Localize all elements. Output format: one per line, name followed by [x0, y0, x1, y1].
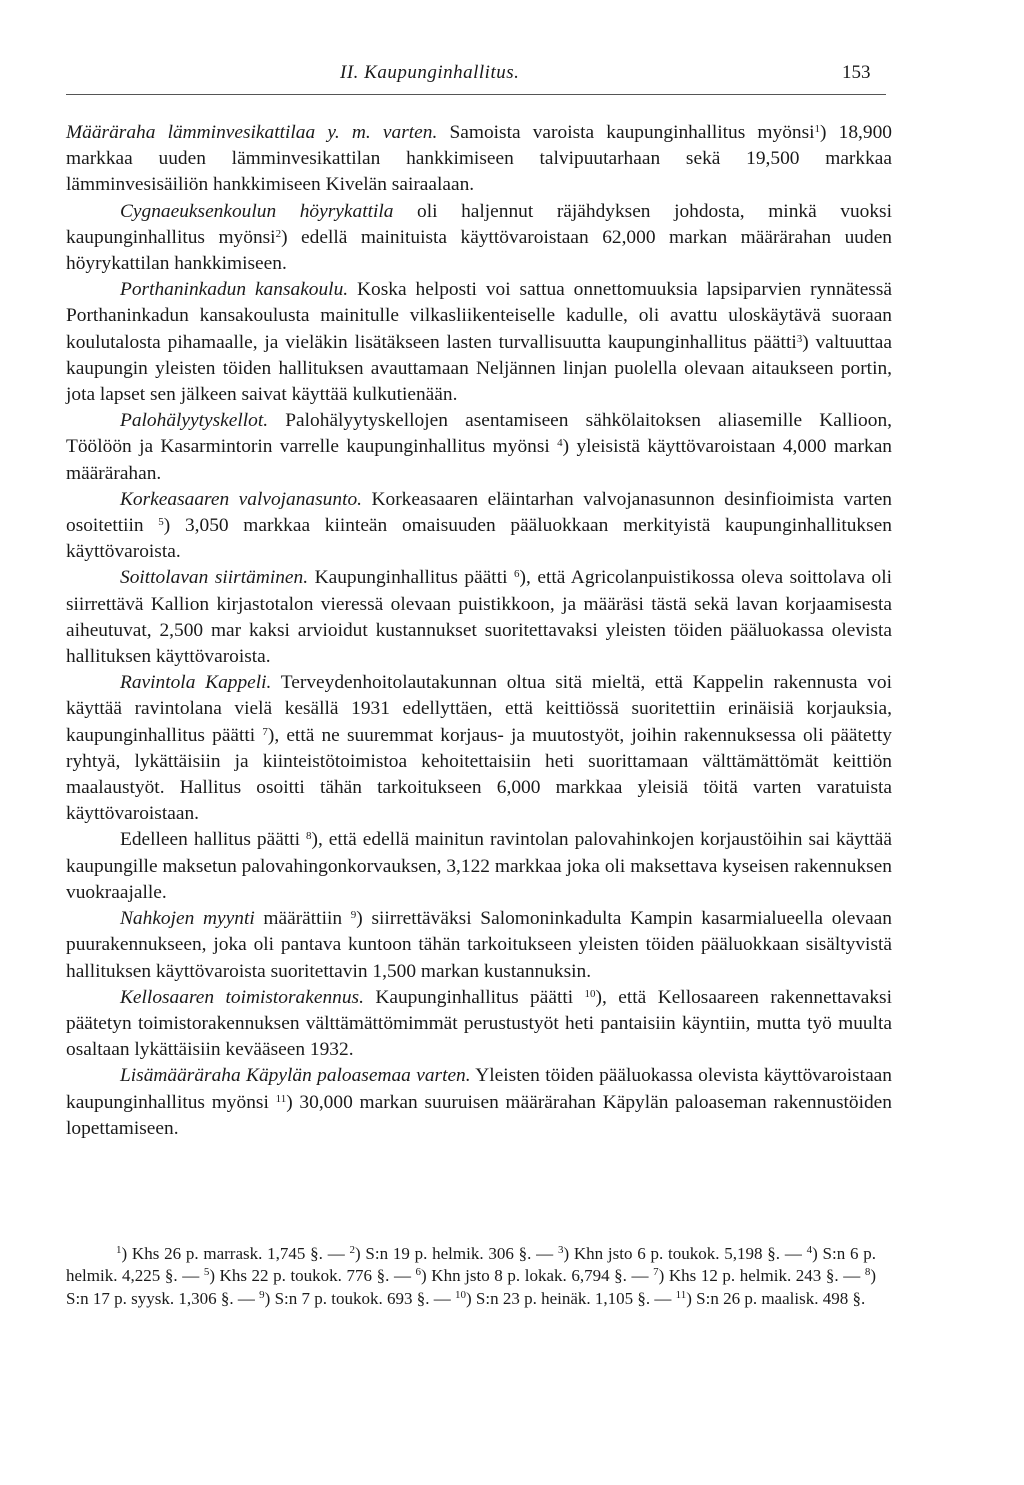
- footnote-ref: 7: [653, 1266, 659, 1279]
- footnote-ref: 8: [864, 1266, 871, 1279]
- text-run: määrättiin: [254, 908, 351, 930]
- footnote-ref: 4: [806, 1244, 813, 1256]
- footnote-ref: 2: [275, 227, 282, 240]
- text-run: ), että ne suuremmat korjaus- ja muutostyöt, joihin rakennuksessa oli päätetty ryhtyä, lykättäisiin ja kiinteistötoimistoa kehoitettaisiin heti suorittamaan välttämättömät keittiön maalaustyöt. Hallitus osoitti tähän tarkoitukseen 6,000 markkaa yleisiä töitä varten varatuista käyttövaroistaan.: [66, 724, 892, 825]
- text-run: ) S:n 17 p. syysk. 1,306 §. —: [66, 1266, 876, 1308]
- text-run: ), että Agricolanpuistikossa oleva soittolava oli siirrettävä Kallion kirjastotalon vieressä olevaan puistikkoon, ja määräsi tästä sekä lavan korjaamisesta aiheutuvat, 2,500 mar kaksi arvioidut kustannukset suoritettavaksi yleisten töiden pääluokassa olevista hallituksen käyttövaroista.: [66, 567, 892, 668]
- paragraph: [66, 487, 892, 566]
- text-run: Terveydenhoitolautakunnan oltua sitä mieltä, että Kappelin rakennusta voi käyttää ravintolana vielä kesällä 1931 edellyttäen, että keittiössä suoritettiin erinäisiä korjauksia, kaupunginhallitus päätti: [66, 672, 892, 746]
- paragraph: [66, 565, 892, 670]
- text-run: ) S:n 19 p. helmik. 306 §. —: [354, 1244, 558, 1263]
- body-text: [66, 120, 892, 1142]
- text-run: Edelleen hallitus päätti: [120, 829, 306, 851]
- text-run: oli haljennut räjähdyksen johdosta, minkä vuoksi kaupunginhallitus myönsi: [66, 200, 892, 248]
- footnote-ref: 9: [350, 909, 357, 922]
- paragraph: [66, 120, 892, 199]
- text-run: ) Khs 26 p. marrask. 1,745 §. —: [121, 1244, 350, 1263]
- footnote-ref: 6: [415, 1266, 422, 1279]
- section-heading: Lisämääräraha Käpylän paloasemaa varten.: [120, 1065, 471, 1087]
- running-header: [0, 62, 1024, 92]
- paragraph: [66, 199, 892, 278]
- text-run: ) valtuuttaa kaupungin yleisten töiden hallituksen avauttamaan Neljännen linjan puolella olevaan aitaukseen portin, jota lapset sen jälkeen saivat käyttää kulkutienään.: [66, 331, 892, 406]
- text-run: ) siirrettäväksi Salomoninkadulta Kampin kasarmialueella olevaan puurakennukseen, joka oli pantava kuntoon tähän tarkoitukseen yleisten töiden pääluokkaan sisältyvistä hallituksen käyttövaroista suoritettavin 1,500 markan kustannuksin.: [66, 908, 892, 982]
- section-heading: Soittolavan siirtäminen.: [120, 567, 309, 589]
- paragraph: [66, 408, 892, 487]
- section-heading: Palohälyytyskellot.: [120, 410, 269, 432]
- footnote-ref: 10: [584, 987, 596, 1000]
- footnotes: [66, 1243, 876, 1310]
- footnote-ref: 10: [454, 1288, 466, 1301]
- section-heading: Cygnaeuksenkoulun höyrykattila: [120, 200, 394, 222]
- text-run: ) Khn jsto 6 p. toukok. 5,198 §. —: [563, 1244, 807, 1263]
- text-run: Kaupunginhallitus päätti: [363, 986, 585, 1008]
- text-run: ) edellä mainituista käyttövaroistaan 62,000 markan määrärahan uuden höyrykattilan hankkimiseen.: [66, 226, 893, 275]
- footnote-ref: 3: [557, 1244, 564, 1256]
- footnote-ref: 2: [349, 1244, 355, 1256]
- running-title: II. Kaupunginhallitus.: [340, 62, 520, 83]
- section-heading: Ravintola Kappeli.: [120, 672, 272, 694]
- section-heading: Määräraha lämminvesikattilaa y. m. varten.: [66, 122, 438, 143]
- header-rule: [66, 94, 886, 95]
- footnote-ref: 8: [305, 830, 312, 843]
- section-heading: Porthaninkadun kansakoulu.: [120, 279, 349, 301]
- footnote-ref: 11: [275, 1092, 287, 1105]
- text-run: ) 3,050 markkaa kiinteän omaisuuden pääluokkaan merkityistä kaupunginhallituksen käyttövaroista.: [66, 515, 892, 563]
- paragraph: [66, 906, 892, 985]
- footnote-paragraph: [66, 1243, 876, 1310]
- paragraph: [66, 985, 892, 1064]
- text-run: ) yleisistä käyttövaroistaan 4,000 markan määrärahan.: [66, 436, 892, 484]
- footnote-ref: 3: [796, 332, 803, 345]
- text-run: ) Khs 22 p. toukok. 776 §. —: [209, 1266, 416, 1286]
- footnote-ref: 4: [557, 437, 563, 450]
- text-run: ) S:n 6 p. helmik. 4,225 §. —: [66, 1244, 876, 1286]
- footnote-ref: 7: [262, 725, 268, 738]
- text-run: ) S:n 26 p. maalisk. 498 §.: [686, 1288, 866, 1308]
- page-number: 153: [842, 62, 871, 83]
- text-run: ) Khn jsto 8 p. lokak. 6,794 §. —: [421, 1266, 654, 1286]
- paragraph: [66, 277, 892, 408]
- paragraph: [66, 670, 892, 827]
- text-run: Kaupunginhallitus päätti: [308, 567, 515, 589]
- footnote-ref: 6: [514, 568, 520, 581]
- footnote-ref: 1: [814, 123, 821, 135]
- text-run: ) 30,000 markan suuruisen määrärahan Käpylän paloaseman rakennustöiden lopettamiseen.: [66, 1091, 892, 1139]
- section-heading: Nahkojen myynti: [120, 908, 255, 930]
- paragraph: [66, 827, 892, 906]
- text-run: Palohälyytyskellojen asentamiseen sähkölaitoksen aliasemille Kallioon, Töölöön ja Kasarmintorin varrelle kaupunginhallitus myönsi: [66, 410, 892, 458]
- text-run: ) Khs 12 p. helmik. 243 §. —: [658, 1266, 865, 1286]
- footnote-ref: 5: [158, 516, 164, 529]
- text-run: ) S:n 23 p. heinäk. 1,105 §. —: [465, 1288, 676, 1308]
- text-run: ), että Kellosaareen rakennettavaksi päätetyn toimistorakennuksen välttämättömimmät perustustyöt heti pantaisiin käyntiin, mutta työ muulta osaltaan lykättäisiin kevääseen 1932.: [66, 986, 892, 1061]
- text-run: Yleisten töiden pääluokassa olevista käyttövaroistaan kaupunginhallitus myönsi: [66, 1065, 892, 1113]
- text-run: Korkeasaaren eläintarhan valvojanasunnon desinfioimista varten osoitettiin: [66, 488, 892, 537]
- section-heading: Korkeasaaren valvojanasunto.: [120, 488, 362, 510]
- footnote-ref: 1: [116, 1244, 122, 1256]
- text-run: ), että edellä mainitun ravintolan palovahinkojen korjaustöihin sai käyttää kaupungille maksetun palovahingonkorvauksen, 3,122 markkaa joka oli maksettava kyseisen rakennuksen vuokraajalle.: [66, 829, 892, 903]
- section-heading: Kellosaaren toimistorakennus.: [120, 986, 364, 1008]
- paragraph: [66, 1063, 892, 1142]
- text-run: ) 18,900 markkaa uuden lämminvesikattilan hankkimiseen talvipuutarhaan sekä 19,500 markkaa lämminvesisäiliön hankkimiseen Kivelän sairaalaan.: [66, 122, 892, 196]
- text-run: ) S:n 7 p. toukok. 693 §. —: [264, 1288, 455, 1308]
- footnote-ref: 11: [675, 1288, 687, 1301]
- text-run: Samoista varoista kaupunginhallitus myönsi: [437, 122, 815, 143]
- footnote-ref: 9: [259, 1288, 265, 1301]
- text-run: Koska helposti voi sattua onnettomuuksia lapsiparvien rynnätessä Porthaninkadun kansakoulusta mainitulle vilkasliikenteiselle kadulle, oli avattu uloskäytävä suoraan koulutalosta pihamaalle, ja vieläkin lisätäkseen lasten turvallisuutta kaupunginhallitus päätti: [66, 279, 892, 353]
- footnote-ref: 5: [203, 1266, 210, 1279]
